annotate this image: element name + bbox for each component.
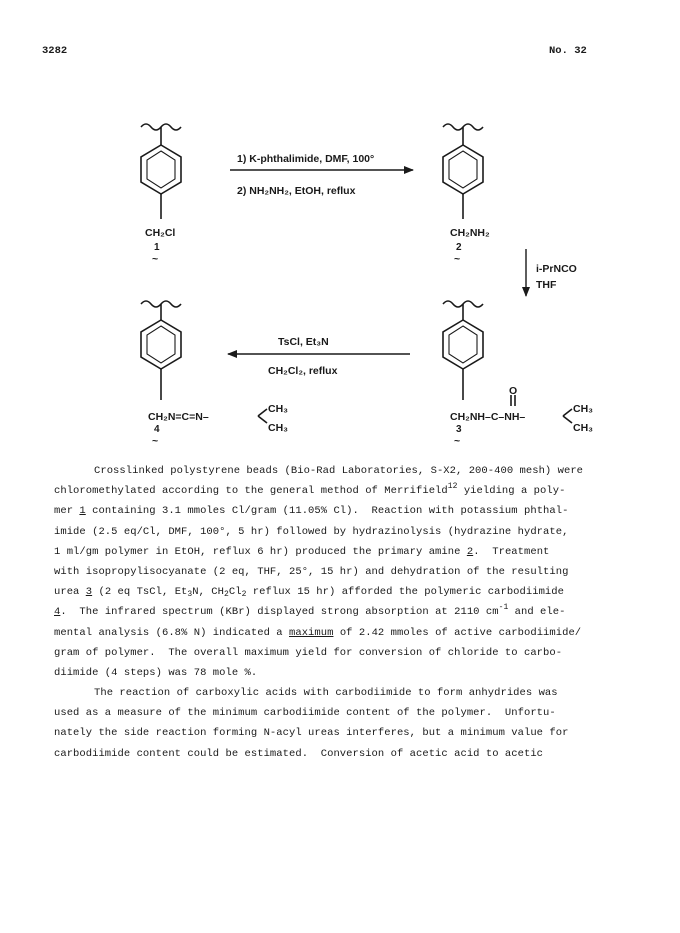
text-line [54,542,634,562]
compound-4-tilde: ~ [152,435,159,447]
subscript: 3 [187,590,193,600]
compound-4-structure [141,301,267,423]
text-line [54,481,634,501]
text-line: gram of polymer. The overall maximum yield for conversion of chloride to carbo- [54,646,563,659]
compound-ref: 3 [85,586,93,599]
compound-2-structure [443,124,483,219]
compound-4-methyl-b: CH₃ [268,422,289,434]
compound-3-oxygen: O [509,385,518,397]
text-span: . Treatment [473,545,550,558]
step-3-reagent-a: TsCl, Et₃N [278,336,329,348]
compound-ref: 2 [466,545,474,558]
paragraph-2 [54,683,634,764]
compound-4-group: CH₂N=C=N– [148,411,209,423]
text-span: reflux 15 hr) afforded the polymeric carbodiimide [246,586,564,599]
compound-4-methyl-a: CH₃ [268,403,289,415]
text-line: carbodiimide content could be estimated. Conversion of acetic acid to acetic [54,747,544,760]
subscript: 2 [224,590,229,600]
compound-3-tilde: ~ [454,435,461,447]
compound-1-structure [141,124,181,219]
text-line: Crosslinked polystyrene beads (Bio-Rad Laboratories, S-X2, 200-400 mesh) were [94,465,584,477]
compound-1-number: 1 [154,242,160,253]
text-line [54,623,634,643]
text-span: Cl [228,586,242,599]
subscript: 2 [241,590,247,600]
body-text [54,461,634,764]
text-span: 1 ml/gm polymer in EtOH, reflux 6 hr) produced the primary amine [54,545,467,558]
text-line [54,501,634,521]
text-line: used as a measure of the minimum carbodiimide content of the polymer. Unfortu- [54,707,556,720]
reference-superscript: 12 [447,482,458,492]
text-span: N, CH [192,586,225,599]
text-span: yielding a poly- [457,485,566,498]
text-span: mer [54,505,80,518]
superscript: -1 [498,603,509,613]
compound-ref: 1 [79,505,86,518]
step-1-reagent-b: 2) NH₂NH₂, EtOH, reflux [237,185,356,197]
reaction-scheme [0,0,680,460]
compound-3-number: 3 [456,424,462,435]
step-2-reagent-a: i-PrNCO [536,263,577,275]
emphasis-maximum: maximum [289,626,334,639]
text-span: containing 3.1 mmoles Cl/gram (11.05% Cl). Reaction with potassium phthal- [85,505,569,518]
compound-3-methyl-a: CH₃ [573,403,594,415]
text-span: mental analysis (6.8% N) indicated a [54,626,289,639]
compound-3-methyl-b: CH₃ [573,422,594,434]
text-line: with isopropylisocyanate (2 eq, THF, 25°, 15 hr) and dehydration of the resulting [54,565,569,578]
text-line: nately the side reaction forming N-acyl ureas interferes, but a minimum value for [54,727,569,740]
text-line [54,582,634,602]
text-line [54,602,634,622]
text-span: (2 eq TsCl, Et [92,586,188,599]
journal-issue: No. 32 [549,45,587,57]
text-span: . The infrared spectrum (KBr) displayed strong absorption at 2110 cm [60,606,499,619]
compound-2-tilde: ~ [454,253,461,265]
step-2-reagent-b: THF [536,279,557,291]
paragraph-1 [54,461,634,683]
compound-1-tilde: ~ [152,253,159,265]
compound-1-group: CH₂Cl [145,227,176,239]
text-line: The reaction of carboxylic acids with carbodiimide to form anhydrides was [94,687,558,700]
text-line: imide (2.5 eq/Cl, DMF, 100°, 5 hr) followed by hydrazinolysis (hydrazine hydrate, [54,525,569,538]
step-3-reagent-b: CH₂Cl₂, reflux [268,365,338,377]
step-1-reagent-a: 1) K-phthalimide, DMF, 100° [237,153,375,165]
page-number: 3282 [42,45,68,57]
compound-4-number: 4 [154,424,160,435]
text-span: and ele- [508,606,566,619]
compound-2-group: CH₂NH₂ [450,227,490,239]
compound-3-group: CH₂NH–C–NH– [450,411,526,423]
text-line: diimide (4 steps) was 78 mole %. [54,666,258,679]
text-span: chloromethylated according to the general method of Merrifield [54,485,448,498]
text-span: of 2.42 mmoles of active carbodiimide/ [333,626,582,639]
compound-2-number: 2 [456,242,462,253]
compound-ref: 4 [54,606,61,619]
text-span: urea [54,586,86,599]
compound-3-structure [443,301,572,423]
